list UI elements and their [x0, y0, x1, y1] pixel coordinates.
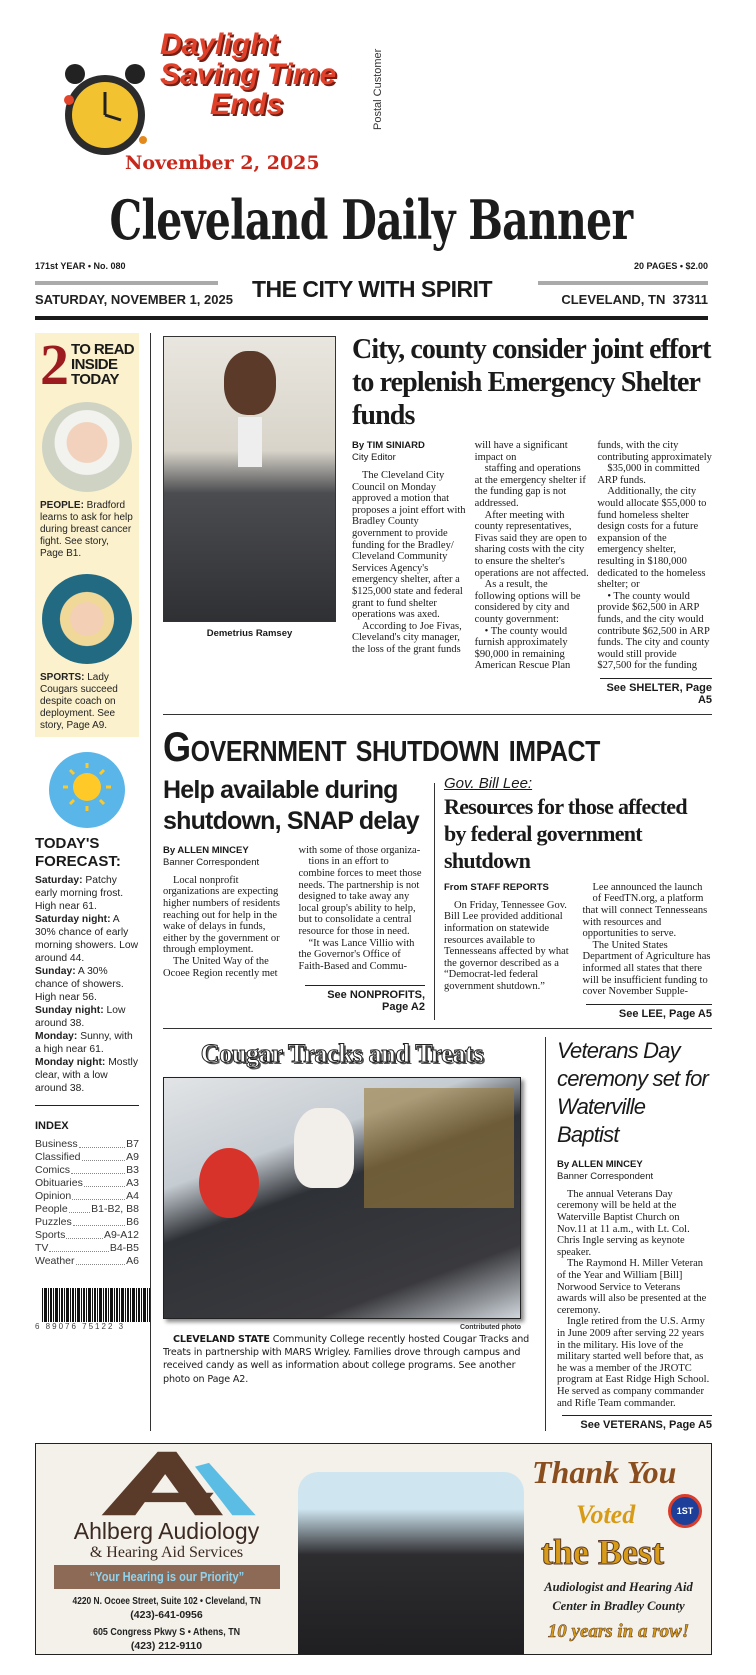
column-divider — [150, 333, 151, 1431]
forecast-day: Saturday: Patchy early morning frost. High near 61. — [35, 875, 124, 912]
ad-years: 10 years in a row! — [547, 1621, 690, 1643]
year-number: 171st YEAR • No. 080 — [35, 261, 126, 271]
ad-address: 605 Congress Pkwy S • Athens, TN — [92, 1626, 241, 1639]
article-paragraph: • The county would furnish approximately $90,000 in remaining American Rescue Plan funds, with the city contributing approximately — [474, 440, 712, 672]
forecast-day: Monday night: Mostly clear, with a low around 38. — [35, 1057, 138, 1094]
photo-credit: Contributed photo — [459, 1323, 521, 1331]
inside-count: 2 — [40, 332, 69, 397]
staff-photo — [298, 1472, 524, 1655]
ad-best: the Best — [541, 1532, 664, 1573]
index-title: INDEX — [35, 1120, 69, 1132]
ramsey-photo[interactable] — [163, 336, 336, 622]
barcode-bar — [50, 1288, 52, 1322]
ad-brand: Ahlberg Audiology — [73, 1518, 260, 1545]
index-item: Classified A9 — [35, 1151, 139, 1163]
ahlberg-logo-icon — [86, 1448, 276, 1518]
byline-role: Banner Correspondent — [557, 1170, 654, 1182]
barcode-bar — [53, 1288, 54, 1322]
article-paragraph: Lee announced the launch — [592, 881, 703, 893]
lee-kicker: Gov. Bill Lee: — [444, 774, 533, 792]
article-paragraph: The United States Department of Agriculture has informed all states that there will be insufficient funding to cover November Supple- — [582, 939, 711, 998]
divider — [163, 1028, 712, 1029]
inside-label: TO READ — [71, 341, 135, 358]
article-paragraph: On Friday, Tennessee Gov. Bill Lee provided additional information on statewide resources available to Tennesseans affected by what the governor described as a “Democrat-led federal government shutdown.” — [444, 899, 569, 993]
barcode-bar — [141, 1288, 142, 1322]
barcode-bar — [105, 1288, 107, 1322]
article-paragraph: Local nonprofit organizations are expecting higher numbers of residents reaching out for help in the wake of delays in funds, either by the government or through employment. — [163, 874, 280, 956]
cougar-caption: CLEVELAND STATE Community College recently hosted Cougar Tracks and Treats in partnership with MARS Wrigley. Families drove through campus and received candy as well as information about college programs. See another photo on Page A2. — [163, 1333, 530, 1385]
article-paragraph: Ingle retired from the U.S. Army in June 2009 after serving 22 years in the military. His love of the military started well before that, as he was a member of the JROTC program at East Ridge High School. He served as company commander and Rifle Team commander. — [557, 1316, 710, 1409]
sports-photo[interactable] — [42, 574, 132, 664]
veterans-jump-link[interactable]: See VETERANS, Page A5 — [562, 1415, 712, 1431]
masthead-title: Cleveland Daily Banner — [109, 188, 632, 252]
shelter-jump-link[interactable]: See SHELTER, Page A5 — [600, 678, 712, 706]
barcode-bar — [55, 1288, 58, 1322]
barcode-bar — [119, 1288, 120, 1322]
barcode-bar — [81, 1288, 82, 1322]
article-paragraph: staffing and operations at the emergency shelter if the funding gap is not addressed. — [474, 463, 586, 509]
sports-teaser[interactable]: SPORTS: Lady Cougars succeed despite coach on deployment. See story, Page A9. — [40, 672, 118, 731]
promo-title-line1: Daylight — [160, 28, 279, 61]
article-paragraph: The United Way of the Ocoee Region recently met with some of those organiza- — [163, 844, 421, 979]
sidebar — [35, 333, 139, 1431]
people-teaser[interactable]: PEOPLE: Bradford learns to ask for help during breast cancer fight. See story, Page B1. — [40, 500, 133, 559]
article-paragraph: Additionally, the city would allocate $55,000 to fund homeless shelter design costs for a future expansion of the emergency shelter, resulting in $180,000 dedicated to the homeless shelter; or — [597, 486, 707, 591]
barcode-bar — [77, 1288, 80, 1322]
cougar-photo[interactable] — [163, 1077, 521, 1319]
barcode-number: 6 89076 75122 3 — [35, 1322, 126, 1331]
article-paragraph: The Raymond H. Miller Veteran of the Year and William [Bill] Norwood Service to Veterans awards will also be presented at the ceremony. — [557, 1258, 707, 1316]
ad-description: Audiologist and Hearing Aid — [544, 1580, 693, 1595]
index-item: TV B4-B5 — [35, 1242, 139, 1254]
barcode-bar — [114, 1288, 115, 1322]
index — [35, 1120, 139, 1268]
article-paragraph: The Cleveland City Council on Monday approved a motion that proposes a joint effort with Bradley County government to provide funding for the Bradley/ Cleveland Community Services Agency's emergency shelter, after a $125,000 state and federal grant to fund shelter operations was axed. — [352, 470, 466, 621]
inside-label: TODAY — [71, 371, 119, 388]
barcode-bar — [83, 1288, 85, 1322]
byline: By ALLEN MINCEY — [163, 844, 249, 856]
index-item: Obituaries A3 — [35, 1177, 139, 1189]
barcode-bar — [86, 1288, 87, 1322]
barcode-bar — [97, 1288, 98, 1322]
barcode-bar — [94, 1288, 96, 1322]
forecast-day: Sunday night: Low around 38. — [35, 1005, 126, 1029]
barcode-bar — [147, 1288, 148, 1322]
location: CLEVELAND, TN 37311 — [561, 292, 708, 307]
barcode-bar — [72, 1288, 74, 1322]
divider — [35, 1105, 139, 1106]
barcode-bar — [136, 1288, 137, 1322]
barcode-bar — [59, 1288, 60, 1322]
barcode-bar — [132, 1288, 135, 1322]
ribbon-icon: 1ST — [668, 1494, 702, 1528]
column-divider — [434, 783, 435, 1020]
people-photo[interactable] — [42, 402, 132, 492]
barcode-bar — [110, 1288, 113, 1322]
article-paragraph: • The county would provide $62,500 in ARP funds, and the city would contribute $62,500 in ARP funds. The city and county would still provide $27,500 for the funding — [597, 590, 710, 672]
barcode-bar — [125, 1288, 126, 1322]
barcode-bar — [48, 1288, 49, 1322]
index-item: Business B7 — [35, 1138, 139, 1150]
barcode-bar — [127, 1288, 129, 1322]
promo-title-line3: Ends — [210, 88, 284, 121]
article-paragraph: of FeedTN.org, a platform that will connect Tennesseans with resources and opportunities to serve. — [582, 893, 708, 940]
barcode-bar — [99, 1288, 102, 1322]
barcode-bar — [121, 1288, 124, 1322]
ad-thank-you: Thank You — [532, 1454, 677, 1491]
index-item: Weather A6 — [35, 1255, 139, 1267]
main-stories — [163, 333, 712, 1431]
article-paragraph: $35,000 in committed ARP funds. — [597, 463, 700, 486]
snap-headline[interactable]: Help available during shutdown, SNAP delay — [163, 775, 419, 835]
ad-voted: Voted — [576, 1500, 636, 1530]
index-item: Comics B3 — [35, 1164, 139, 1176]
barcode-bar — [42, 1288, 43, 1322]
barcode-bar — [130, 1288, 131, 1322]
barcode-bar — [103, 1288, 104, 1322]
ahlberg-ad[interactable] — [35, 1443, 712, 1655]
lead-body — [352, 440, 712, 672]
inside-label: INSIDE — [71, 356, 118, 373]
ad-phone: (423) 212-9110 — [130, 1640, 203, 1653]
ad-tagline: “Your Hearing is our Priority” — [89, 1569, 245, 1585]
barcode — [35, 1288, 139, 1331]
issue-date: SATURDAY, NOVEMBER 1, 2025 — [35, 292, 233, 307]
article-paragraph: tions in an effort to combine forces to meet those needs. The partnership is not designed to take away any local group's ability to help, but to consolidate a central resource for those in need. — [298, 856, 422, 938]
barcode-bar — [64, 1288, 65, 1322]
article-paragraph: According to Joe Fivas, Cleveland's city manager, the loss of the grant funds will have a significant impact on — [352, 440, 568, 655]
veterans-headline[interactable]: Veterans Day ceremony set for Waterville Baptist — [557, 1037, 709, 1147]
article-paragraph: As a result, the following options will be considered by city and county government: — [474, 579, 581, 625]
sun-cloud-icon — [48, 751, 126, 829]
column-divider — [545, 1037, 546, 1431]
article-paragraph: “It was Lance Villio with the Governor's Office of Faith-Based and Commu- — [298, 937, 415, 972]
slogan: THE CITY WITH SPIRIT — [252, 276, 493, 302]
byline-role: City Editor — [352, 452, 396, 463]
barcode-bar — [116, 1288, 118, 1322]
lee-body — [444, 882, 712, 998]
barcode-bar — [92, 1288, 93, 1322]
cougar-headline: Cougar Tracks and Treats — [200, 1038, 484, 1068]
ad-phone: (423)-641-0956 — [130, 1609, 203, 1622]
inside-today-box[interactable] — [35, 333, 139, 737]
lee-headline[interactable]: Resources for those affected by federal government shutdown — [444, 793, 687, 873]
index-item: Sports A9-A12 — [35, 1229, 139, 1241]
barcode-bar — [75, 1288, 76, 1322]
promo-date: November 2, 2025 — [125, 152, 320, 174]
forecast-day: Sunday: A 30% chance of showers. High near 56. — [35, 966, 124, 1003]
index-item: People B1-B2, B8 — [35, 1203, 139, 1215]
byline: From STAFF REPORTS — [444, 881, 549, 893]
forecast — [35, 835, 139, 1095]
forecast-day: Saturday night: A 30% chance of early morning showers. Low around 44. — [35, 914, 139, 964]
article-paragraph: After meeting with county representatives, Fivas said they are open to sharing costs with the city to ensure the shelter's operations are not affected. — [474, 509, 589, 579]
promo-title-line2: Saving Time — [160, 58, 337, 91]
barcode-bar — [88, 1288, 91, 1322]
index-item: Puzzles B6 — [35, 1216, 139, 1228]
forecast-day: Monday: Sunny, with a high near 61. — [35, 1031, 133, 1055]
lee-jump-link[interactable]: See LEE, Page A5 — [586, 1004, 712, 1020]
barcode-bar — [108, 1288, 109, 1322]
barcode-bar — [66, 1288, 69, 1322]
index-item: Opinion A4 — [35, 1190, 139, 1202]
barcode-bar — [44, 1288, 47, 1322]
barcode-bar — [138, 1288, 140, 1322]
byline: By TIM SINIARD — [352, 440, 425, 451]
divider — [163, 714, 712, 715]
nonprofits-jump-link[interactable]: See NONPROFITS, Page A2 — [305, 985, 425, 1013]
barcode-bar — [61, 1288, 63, 1322]
byline: By ALLEN MINCEY — [557, 1158, 643, 1170]
postal-customer: Postal Customer — [372, 48, 384, 130]
photo-caption: Demetrius Ramsey — [206, 628, 293, 639]
pages-price: 20 PAGES • $2.00 — [633, 261, 708, 271]
ad-subtitle: & Hearing Aid Services — [89, 1544, 244, 1562]
forecast-title: TODAY'S FORECAST: — [35, 835, 121, 870]
ad-description: Center in Bradley County — [552, 1599, 685, 1614]
shutdown-banner: Government shutdown impact — [163, 722, 600, 770]
snap-body — [163, 845, 425, 979]
barcode-bar — [70, 1288, 71, 1322]
article-paragraph: The annual Veterans Day ceremony will be held at the Waterville Baptist Church on Nov.11 at 11 a.m., with Lt. Col. Chris Ingle serving as keynote speaker. — [557, 1188, 690, 1258]
lead-headline[interactable]: City, county consider joint effort to replenish Emergency Shelter funds — [352, 334, 711, 431]
byline-role: Banner Correspondent — [163, 856, 260, 868]
barcode-bar — [143, 1288, 146, 1322]
ad-address: 4220 N. Ocoee Street, Suite 102 • Cleveland, TN — [72, 1595, 261, 1608]
